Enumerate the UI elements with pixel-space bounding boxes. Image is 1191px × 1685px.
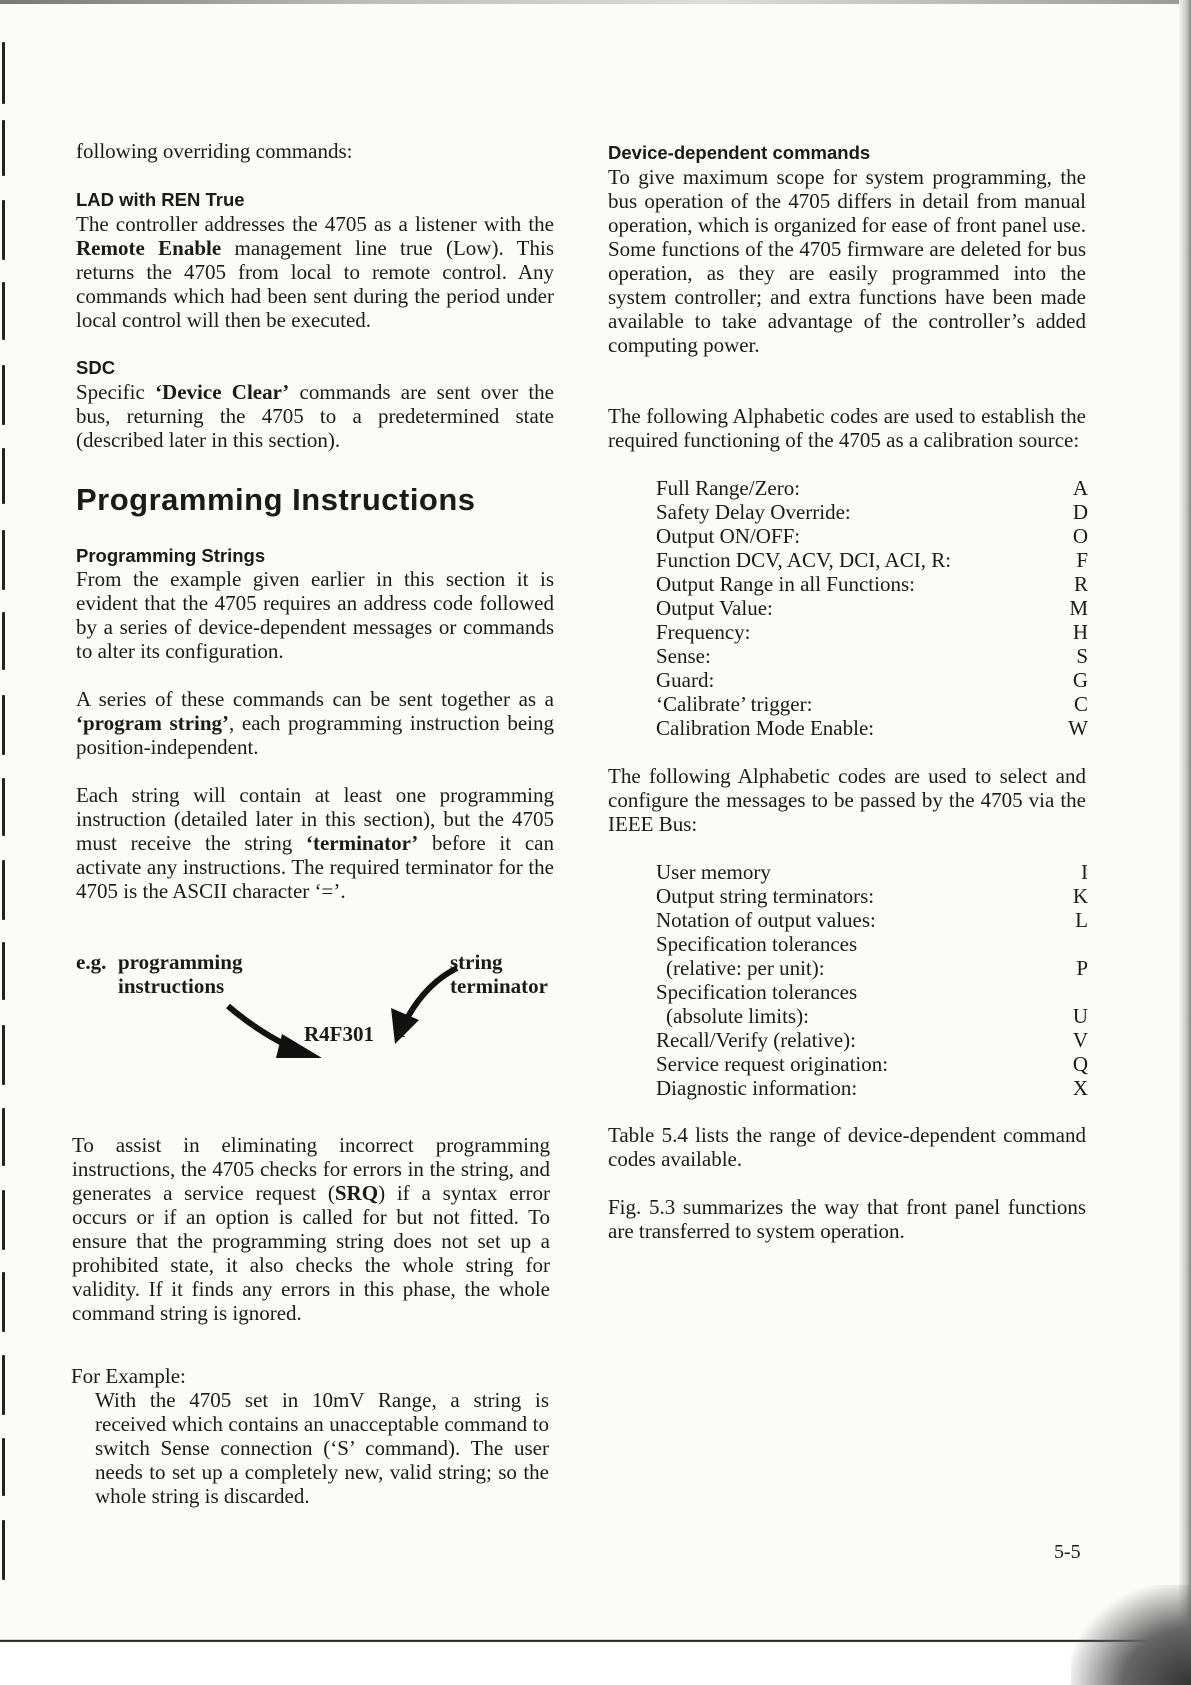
device-dependent-heading: Device-dependent commands [608,142,871,163]
example-code: R4F301 [304,1022,374,1046]
ieee-message-code-list [656,860,1088,1100]
example-programming-label: programming [118,950,243,974]
binding-marks [0,20,14,1620]
code-list-item: Output Range in all Functions: R [656,572,1088,596]
example-terminator-char: = [394,1022,406,1046]
code-list-item: Service request origination: Q [656,1052,1088,1076]
codes2-intro: The following Alphabetic codes are used to select and configure the messages to be passed by the 4705 via the IEEE Bus: [608,764,1086,836]
figure-reference-paragraph: Fig. 5.3 summarizes the way that front panel functions are transferred to system operation. [608,1195,1086,1243]
code-list-item: Full Range/Zero: A [656,476,1088,500]
device-dependent-paragraph: To give maximum scope for system programming, the bus operation of the 4705 differs in detail from manual operation, which is organized for ease of front panel use. Some functions of the 4705 firmware are deleted for bus operation, as they are easily programmed into the system controller; and extra functions have been made available to take advantage of the controller’s added computing power. [608,165,1086,357]
intro-text: following overriding commands: [76,139,353,163]
code-list-item: User memory I [656,860,1088,884]
example-string-label: string [450,950,503,974]
section-title: Programming Instructions [76,482,476,517]
scan-edge-bottom [0,1615,1191,1685]
code-list-item: Diagnostic information: X [656,1076,1088,1100]
scan-corner-shadow [1071,1585,1191,1685]
code-list-item: Safety Delay Override: D [656,500,1088,524]
assist-paragraph: To assist in eliminating incorrect programming instructions, the 4705 checks for errors in the string, and generates a service request (SRQ) if a syntax error occurs or if an option is called for but not fitted. To ensure that the programming string does not set up a prohibited state, it also checks the whole string for validity. If it finds any errors in this phase, the whole command string is ignored. [72,1133,550,1325]
page-edge-right [1179,0,1191,1685]
example-instructions-label: instructions [118,974,225,998]
code-list-item: Frequency: H [656,620,1088,644]
code-list-item: Specification tolerances (absolute limits): U [656,980,1088,1028]
code-list-item: Guard: G [656,668,1088,692]
programming-strings-heading: Programming Strings [76,545,266,566]
example-terminator-label: terminator [450,974,548,998]
code-list-item: Specification tolerances (relative: per unit): P [656,932,1088,980]
series-paragraph: A series of these commands can be sent together as a ‘program string’, each programming instruction being position-independent. [76,687,554,759]
code-list-item: Output string terminators: K [656,884,1088,908]
for-example-paragraph: With the 4705 set in 10mV Range, a string is received which contains an unacceptable command to switch Sense connection (‘S’ command). The user needs to set up a completely new, valid string; so the whole string is discarded. [95,1388,549,1508]
code-list-item: Function DCV, ACV, DCI, ACI, R: F [656,548,1088,572]
sdc-heading: SDC [76,357,116,378]
calibration-code-list [656,476,1088,740]
codes1-intro: The following Alphabetic codes are used to establish the required functioning of the 4705 as a calibration source: [608,404,1086,452]
code-list-item: Output ON/OFF: O [656,524,1088,548]
code-list-item: Sense: S [656,644,1088,668]
lad-heading: LAD with REN True [76,189,245,210]
lad-paragraph: The controller addresses the 4705 as a listener with the Remote Enable management line true (Low). This returns the 4705 from local to remote control. Any commands which had been sent during the period under local control will then be executed. [76,212,554,332]
page-number: 5-5 [1054,1541,1081,1563]
table-reference-paragraph: Table 5.4 lists the range of device-dependent command codes available. [608,1123,1086,1171]
scan-edge-top [0,0,1191,4]
code-list-item: Notation of output values: L [656,908,1088,932]
arrow-down-left-icon [381,964,461,1046]
code-list-item: Recall/Verify (relative): V [656,1028,1088,1052]
program-string-example [76,950,556,1060]
for-example-heading: For Example: [71,1364,186,1388]
code-list-item: Calibration Mode Enable: W [656,716,1088,740]
each-string-paragraph: Each string will contain at least one programming instruction (detailed later in this section), but the 4705 must receive the string ‘terminator’ before it can activate any instructions. The required terminator for the 4705 is the ASCII character ‘=’. [76,783,554,903]
code-list-item: ‘Calibrate’ trigger: C [656,692,1088,716]
code-list-item: Output Value: M [656,596,1088,620]
example-eg-label: e.g. [76,950,107,974]
sdc-paragraph: Specific ‘Device Clear’ commands are sent over the bus, returning the 4705 to a predetermined state (described later in this section). [76,380,554,452]
strings-paragraph: From the example given earlier in this section it is evident that the 4705 requires an address code followed by a series of device-dependent messages or commands to alter its configuration. [76,567,554,663]
